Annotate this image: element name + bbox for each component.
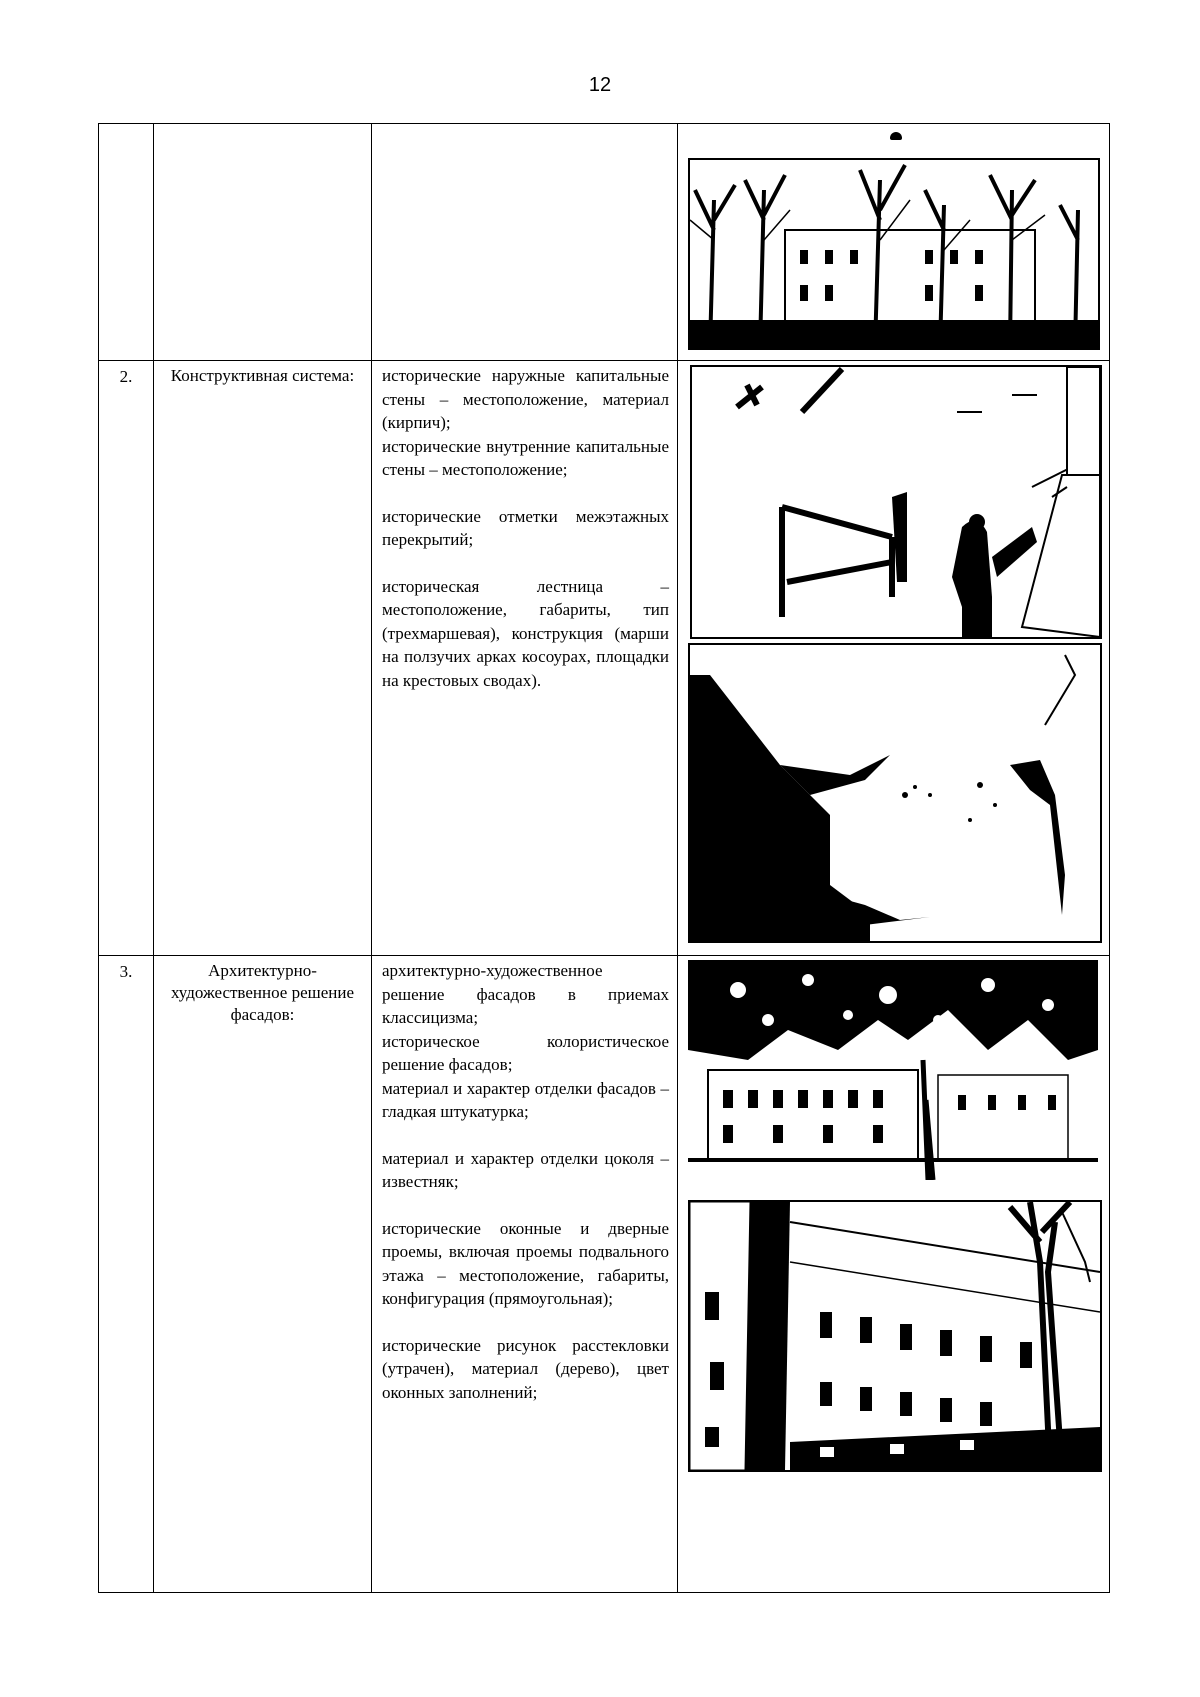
desc-item: исторические внутренние капитальные стены – местоположение; [382, 436, 669, 479]
row-desc-cell [372, 361, 678, 956]
lamp-icon [890, 132, 902, 140]
table-row [99, 124, 1110, 361]
desc-item: материал и характер отделки цоколя – известняк; [382, 1148, 669, 1191]
table-row [99, 956, 1110, 1593]
row-desc-cell [372, 956, 678, 1593]
desc-item: исторические рисунок расстекловки (утрачен), материал (дерево), цвет оконных заполнений; [382, 1335, 669, 1402]
desc-item: материал и характер отделки фасадов – гладкая штукатурка; [382, 1078, 669, 1121]
protected-elements-table [98, 123, 1110, 1593]
row-name-cell: Архитектурно-художественное решение фасадов: [154, 956, 372, 1593]
desc-item: исторические отметки межэтажных перекрытий; [382, 506, 669, 549]
desc-item: архитектурно-художественное решение фасадов в приемах классицизма; [382, 961, 669, 1027]
facade-with-trees-photo [688, 960, 1098, 1180]
building-with-trees-photo [688, 158, 1100, 350]
desc-item: историческая лестница – местоположение, габариты, тип (трехмаршевая), конструкция (марши на ползучих арках косоурах, площадки на крестовых сводах). [382, 576, 669, 690]
desc-item: исторические оконные и дверные проемы, включая проемы подвального этажа – местоположение, габариты, конфигурация (прямоугольная); [382, 1218, 669, 1308]
row-name-cell: Конструктивная система: [154, 361, 372, 956]
row-photo-cell [678, 361, 1110, 956]
table-row [99, 361, 1110, 956]
facade-closeup-photo [688, 1200, 1102, 1472]
staircase-interior-photo [690, 365, 1102, 639]
row-number-cell: 3. [99, 956, 154, 1593]
desc-item: историческое колористическое решение фасадов; [382, 1031, 669, 1074]
row-number-cell: 2. [99, 361, 154, 956]
row-photo-cell [678, 124, 1110, 361]
row-photo-cell [678, 956, 1110, 1593]
row-name-cell [154, 124, 372, 361]
page-number: 12 [588, 74, 612, 96]
row-desc-cell [372, 124, 678, 361]
desc-item: исторические наружные капитальные стены – местоположение, материал (кирпич); [382, 366, 669, 432]
staircase-vault-photo [688, 643, 1102, 943]
row-number-cell [99, 124, 154, 361]
